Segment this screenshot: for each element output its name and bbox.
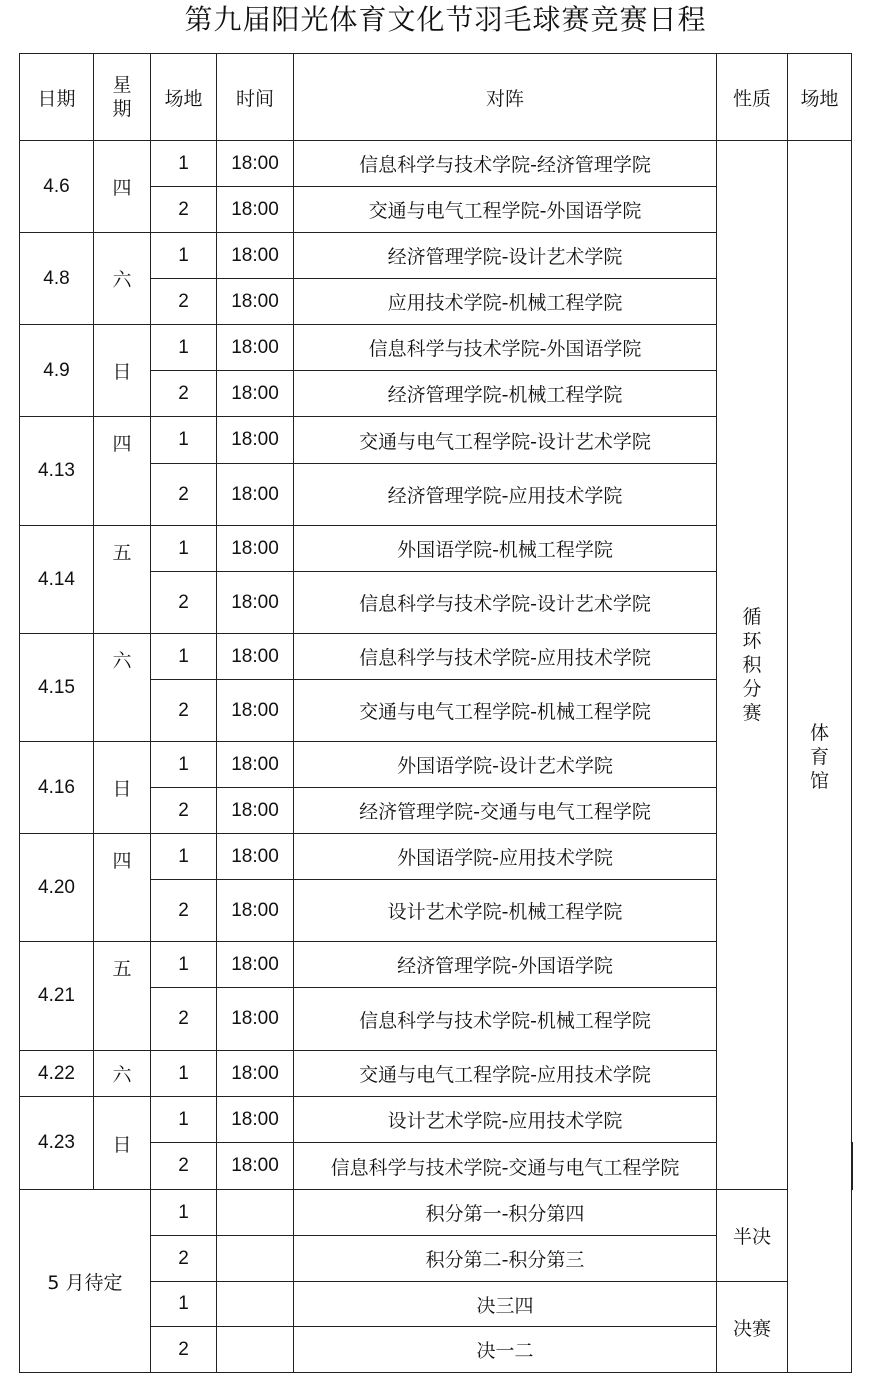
court-cell: 1 (151, 526, 217, 572)
match-cell: 经济管理学院-外国语学院 (294, 942, 717, 988)
nature-empty-cell (852, 1143, 853, 1190)
weekday-cell: 五 (94, 942, 151, 1051)
match-cell: 决一二 (294, 1327, 717, 1373)
finals-date-cell: 5 月待定 (20, 1190, 151, 1373)
match-cell: 外国语学院-应用技术学院 (294, 834, 717, 880)
time-cell: 18:00 (217, 880, 294, 942)
date-cell: 4.21 (20, 942, 94, 1051)
court-cell: 1 (151, 942, 217, 988)
court-cell: 1 (151, 1097, 217, 1143)
header-nature: 性质 (717, 54, 788, 141)
court-cell: 2 (151, 1236, 217, 1282)
match-cell: 设计艺术学院-机械工程学院 (294, 880, 717, 942)
weekday-cell: 日 (94, 1097, 151, 1190)
time-cell (217, 1236, 294, 1282)
date-cell: 4.14 (20, 526, 94, 634)
weekday-cell: 六 (94, 634, 151, 742)
match-cell: 经济管理学院-交通与电气工程学院 (294, 788, 717, 834)
time-cell: 18:00 (217, 942, 294, 988)
time-cell: 18:00 (217, 572, 294, 634)
date-cell: 4.6 (20, 141, 94, 233)
match-cell: 信息科学与技术学院-设计艺术学院 (294, 572, 717, 634)
match-cell: 信息科学与技术学院-外国语学院 (294, 325, 717, 371)
nature-semifinal: 半决 (717, 1190, 788, 1282)
schedule-table (19, 53, 853, 1373)
match-cell: 外国语学院-机械工程学院 (294, 526, 717, 572)
header-match: 对阵 (294, 54, 717, 141)
date-cell: 4.16 (20, 742, 94, 834)
match-cell: 经济管理学院-应用技术学院 (294, 464, 717, 526)
match-cell: 决三四 (294, 1282, 717, 1327)
time-cell: 18:00 (217, 325, 294, 371)
court-cell: 1 (151, 1051, 217, 1097)
match-cell: 信息科学与技术学院-经济管理学院 (294, 141, 717, 187)
venue-char: 育 (809, 745, 829, 768)
time-cell: 18:00 (217, 1143, 294, 1190)
weekday-cell: 四 (94, 417, 151, 526)
court-cell: 2 (151, 1143, 217, 1190)
header-venue: 场地 (788, 54, 852, 141)
weekday-cell: 六 (94, 1051, 151, 1097)
date-cell: 4.9 (20, 325, 94, 417)
match-cell: 积分第二-积分第三 (294, 1236, 717, 1282)
court-cell: 2 (151, 279, 217, 325)
time-cell: 18:00 (217, 834, 294, 880)
date-cell: 4.15 (20, 634, 94, 742)
table-row (20, 1190, 853, 1236)
weekday-cell: 四 (94, 141, 151, 233)
nature-char: 赛 (742, 702, 762, 724)
court-cell: 1 (151, 141, 217, 187)
header-time: 时间 (217, 54, 294, 141)
date-cell: 4.13 (20, 417, 94, 526)
time-cell: 18:00 (217, 526, 294, 572)
time-cell: 18:00 (217, 680, 294, 742)
match-cell: 积分第一-积分第四 (294, 1190, 717, 1236)
match-cell: 交通与电气工程学院-应用技术学院 (294, 1051, 717, 1097)
weekday-cell: 五 (94, 526, 151, 634)
date-cell: 4.22 (20, 1051, 94, 1097)
time-cell: 18:00 (217, 634, 294, 680)
time-cell: 18:00 (217, 279, 294, 325)
court-cell: 2 (151, 880, 217, 942)
court-cell: 1 (151, 1282, 217, 1327)
weekday-cell: 日 (94, 742, 151, 834)
match-cell: 交通与电气工程学院-外国语学院 (294, 187, 717, 233)
page-title: 第九届阳光体育文化节羽毛球赛竞赛日程 (184, 3, 707, 36)
time-cell (217, 1282, 294, 1327)
nature-final: 决赛 (717, 1282, 788, 1373)
time-cell (217, 1327, 294, 1373)
table-row (20, 141, 853, 187)
court-cell: 1 (151, 634, 217, 680)
time-cell: 18:00 (217, 141, 294, 187)
court-cell: 1 (151, 417, 217, 464)
match-cell: 外国语学院-设计艺术学院 (294, 742, 717, 788)
nature-char: 分 (742, 678, 762, 700)
header-weekday (94, 54, 151, 141)
venue-char: 馆 (809, 769, 829, 792)
venue-char: 体 (809, 721, 829, 744)
nature-char: 环 (742, 630, 762, 652)
court-cell: 1 (151, 325, 217, 371)
time-cell: 18:00 (217, 464, 294, 526)
nature-round-robin (717, 141, 788, 1190)
match-cell: 应用技术学院-机械工程学院 (294, 279, 717, 325)
nature-char: 循 (742, 606, 762, 628)
match-cell: 交通与电气工程学院-机械工程学院 (294, 680, 717, 742)
court-cell: 1 (151, 834, 217, 880)
time-cell: 18:00 (217, 742, 294, 788)
court-cell: 1 (151, 1190, 217, 1236)
header-weekday-char: 期 (112, 98, 132, 120)
date-cell: 4.8 (20, 233, 94, 325)
match-cell: 交通与电气工程学院-设计艺术学院 (294, 417, 717, 464)
date-cell: 4.20 (20, 834, 94, 942)
weekday-cell: 六 (94, 233, 151, 325)
nature-char: 积 (742, 654, 762, 676)
court-cell: 2 (151, 1327, 217, 1373)
court-cell: 2 (151, 680, 217, 742)
court-cell: 2 (151, 988, 217, 1051)
match-cell: 设计艺术学院-应用技术学院 (294, 1097, 717, 1143)
match-cell: 信息科学与技术学院-应用技术学院 (294, 634, 717, 680)
match-cell: 经济管理学院-设计艺术学院 (294, 233, 717, 279)
match-cell: 信息科学与技术学院-交通与电气工程学院 (294, 1143, 717, 1190)
court-cell: 2 (151, 187, 217, 233)
time-cell: 18:00 (217, 371, 294, 417)
weekday-cell: 四 (94, 834, 151, 942)
header-weekday-char: 星 (112, 74, 132, 96)
time-cell: 18:00 (217, 1097, 294, 1143)
court-cell: 1 (151, 742, 217, 788)
match-cell: 经济管理学院-机械工程学院 (294, 371, 717, 417)
time-cell: 18:00 (217, 417, 294, 464)
court-cell: 1 (151, 233, 217, 279)
match-cell: 信息科学与技术学院-机械工程学院 (294, 988, 717, 1051)
header-row (20, 54, 853, 141)
time-cell: 18:00 (217, 187, 294, 233)
header-date: 日期 (20, 54, 94, 141)
time-cell: 18:00 (217, 788, 294, 834)
weekday-cell: 日 (94, 325, 151, 417)
date-cell: 4.23 (20, 1097, 94, 1190)
time-cell: 18:00 (217, 233, 294, 279)
court-cell: 2 (151, 371, 217, 417)
header-court: 场地 (151, 54, 217, 141)
court-cell: 2 (151, 788, 217, 834)
court-cell: 2 (151, 464, 217, 526)
time-cell: 18:00 (217, 988, 294, 1051)
court-cell: 2 (151, 572, 217, 634)
time-cell (217, 1190, 294, 1236)
venue-cell (788, 141, 852, 1373)
time-cell: 18:00 (217, 1051, 294, 1097)
